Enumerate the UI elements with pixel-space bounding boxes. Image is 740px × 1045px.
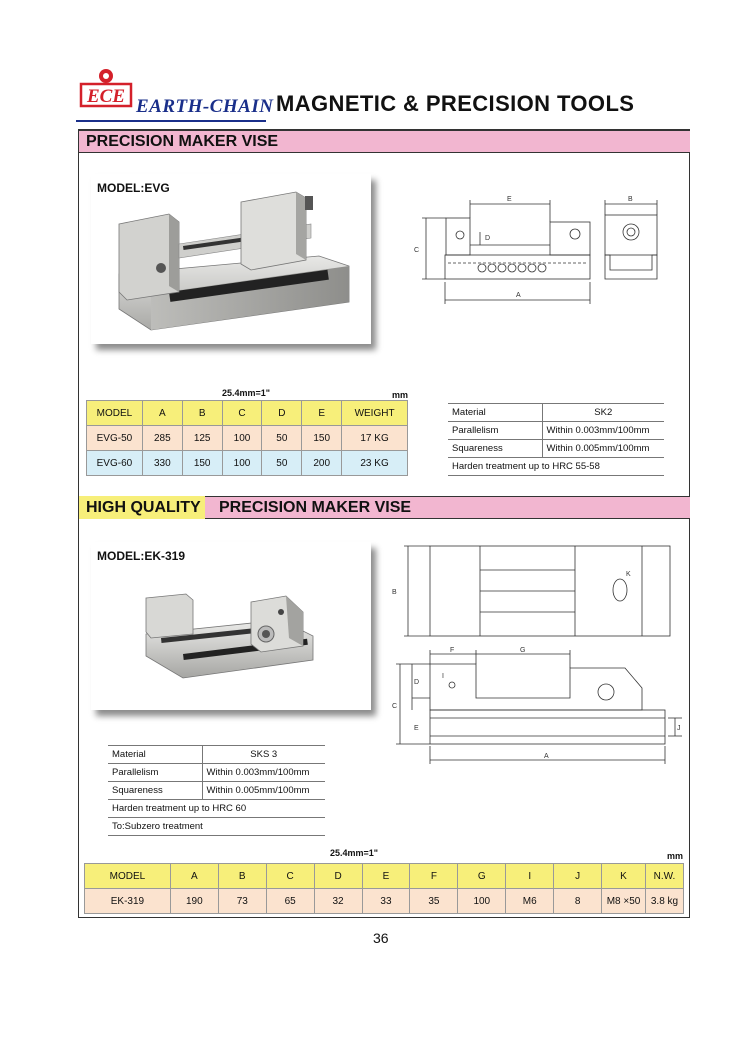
- table-header-cell: E: [302, 401, 342, 426]
- table-header-cell: K: [602, 864, 646, 889]
- spec-value: Within 0.005mm/100mm: [542, 440, 664, 458]
- evg-dim-d: D: [485, 235, 491, 242]
- ek319-model-label: MODEL:EK-319: [97, 549, 186, 563]
- spec-value: SKS 3: [202, 746, 325, 764]
- spec-row: [448, 404, 664, 422]
- section1-band: [79, 130, 690, 153]
- ek319-vise-image: [91, 542, 371, 710]
- ek319-spec-table: [108, 745, 325, 836]
- section2-title: PRECISION MAKER VISE: [219, 499, 412, 516]
- table-cell: 285: [142, 426, 182, 451]
- ek319-dim-f: F: [450, 647, 455, 654]
- table-cell: 65: [266, 889, 314, 914]
- table-header-cell: C: [266, 864, 314, 889]
- ek319-technical-drawing: [390, 540, 685, 770]
- table-cell: 100: [222, 451, 262, 476]
- table-cell: 100: [458, 889, 506, 914]
- evg-dimension-table: [86, 400, 408, 476]
- table-cell: 35: [410, 889, 458, 914]
- evg-unit: mm: [392, 390, 409, 400]
- table-cell: 150: [182, 451, 222, 476]
- table-header-cell: I: [506, 864, 554, 889]
- company-logo: [78, 66, 134, 112]
- table-header-cell: D: [262, 401, 302, 426]
- spec-value: SK2: [542, 404, 664, 422]
- table-cell: 125: [182, 426, 222, 451]
- table-header-cell: A: [142, 401, 182, 426]
- table-cell: 330: [142, 451, 182, 476]
- evg-dim-b: B: [628, 196, 633, 203]
- ek319-dim-g: G: [520, 647, 526, 654]
- evg-unit-note: 25.4mm=1": [222, 388, 271, 398]
- table-cell: M6: [506, 889, 554, 914]
- table-cell: 73: [218, 889, 266, 914]
- table-cell: 100: [222, 426, 262, 451]
- ek319-unit-note: 25.4mm=1": [330, 848, 379, 858]
- table-header-cell: J: [554, 864, 602, 889]
- table-cell: EVG-50: [87, 426, 143, 451]
- ek319-unit: mm: [667, 851, 684, 861]
- table-header-cell: MODEL: [87, 401, 143, 426]
- spec-row: [108, 746, 325, 764]
- section2-title-highlight: HIGH QUALITY: [79, 496, 205, 519]
- spec-note: To:Subzero treatment: [108, 818, 325, 836]
- table-cell: 190: [170, 889, 218, 914]
- evg-photo: [91, 174, 371, 344]
- ek319-dim-a: A: [544, 753, 549, 760]
- page-number: 36: [373, 930, 389, 946]
- evg-model-label: MODEL:EVG: [97, 181, 170, 195]
- table-cell: 32: [314, 889, 362, 914]
- spec-row: [448, 440, 664, 458]
- table-cell: 50: [262, 451, 302, 476]
- brand-underline: [76, 120, 266, 122]
- table-cell: 200: [302, 451, 342, 476]
- evg-table-header: [87, 401, 408, 426]
- spec-label: Parallelism: [108, 764, 202, 782]
- ek319-dim-c: C: [392, 703, 398, 710]
- evg-dim-e: E: [507, 196, 512, 203]
- table-header-cell: MODEL: [85, 864, 171, 889]
- table-row: [87, 451, 408, 476]
- spec-row: [448, 458, 664, 476]
- page-header-title: MAGNETIC & PRECISION TOOLS: [276, 91, 635, 116]
- ek319-dimension-table: [84, 863, 684, 914]
- spec-label: Squareness: [108, 782, 202, 800]
- ek319-dim-b: B: [392, 589, 397, 596]
- spec-label: Material: [448, 404, 542, 422]
- spec-label: Squareness: [448, 440, 542, 458]
- table-cell: 8: [554, 889, 602, 914]
- ek319-dim-d: D: [414, 679, 420, 686]
- spec-row: [108, 782, 325, 800]
- spec-row: [448, 422, 664, 440]
- table-header-cell: E: [362, 864, 410, 889]
- spec-note: Harden treatment up to HRC 60: [108, 800, 325, 818]
- table-header-cell: WEIGHT: [342, 401, 408, 426]
- table-cell: EK-319: [85, 889, 171, 914]
- evg-vise-image: [91, 174, 371, 344]
- table-header-cell: N.W.: [645, 864, 683, 889]
- section1-title: PRECISION MAKER VISE: [86, 133, 279, 150]
- logo-letters: ECE: [86, 86, 126, 107]
- ek319-dim-i: I: [442, 673, 444, 680]
- table-cell: 3.8 kg: [645, 889, 683, 914]
- spec-value: Within 0.005mm/100mm: [202, 782, 325, 800]
- evg-dim-a: A: [516, 292, 521, 299]
- table-header-cell: A: [170, 864, 218, 889]
- table-header-cell: F: [410, 864, 458, 889]
- table-cell: 150: [302, 426, 342, 451]
- evg-spec-table: [448, 403, 664, 476]
- brand-name: EARTH-CHAIN: [136, 96, 274, 117]
- table-row: [87, 426, 408, 451]
- ek319-dim-k: K: [626, 571, 631, 578]
- table-header-cell: B: [218, 864, 266, 889]
- evg-dim-c: C: [414, 247, 420, 254]
- spec-row: [108, 818, 325, 836]
- table-row: [85, 889, 684, 914]
- ek319-photo: [91, 542, 371, 710]
- evg-technical-drawing: [410, 190, 670, 310]
- table-cell: 23 KG: [342, 451, 408, 476]
- spec-label: Parallelism: [448, 422, 542, 440]
- spec-note: Harden treatment up to HRC 55-58: [448, 458, 664, 476]
- ek319-table-header: [85, 864, 684, 889]
- table-header-cell: B: [182, 401, 222, 426]
- spec-value: Within 0.003mm/100mm: [542, 422, 664, 440]
- spec-row: [108, 800, 325, 818]
- section2-band: [79, 496, 690, 519]
- table-header-cell: G: [458, 864, 506, 889]
- table-cell: 50: [262, 426, 302, 451]
- ek319-dim-e: E: [414, 725, 419, 732]
- table-cell: 17 KG: [342, 426, 408, 451]
- table-cell: 33: [362, 889, 410, 914]
- spec-label: Material: [108, 746, 202, 764]
- table-header-cell: D: [314, 864, 362, 889]
- ek319-dim-j: J: [677, 725, 681, 732]
- spec-row: [108, 764, 325, 782]
- table-header-cell: C: [222, 401, 262, 426]
- table-cell: EVG-60: [87, 451, 143, 476]
- spec-value: Within 0.003mm/100mm: [202, 764, 325, 782]
- table-cell: M8 ×50: [602, 889, 646, 914]
